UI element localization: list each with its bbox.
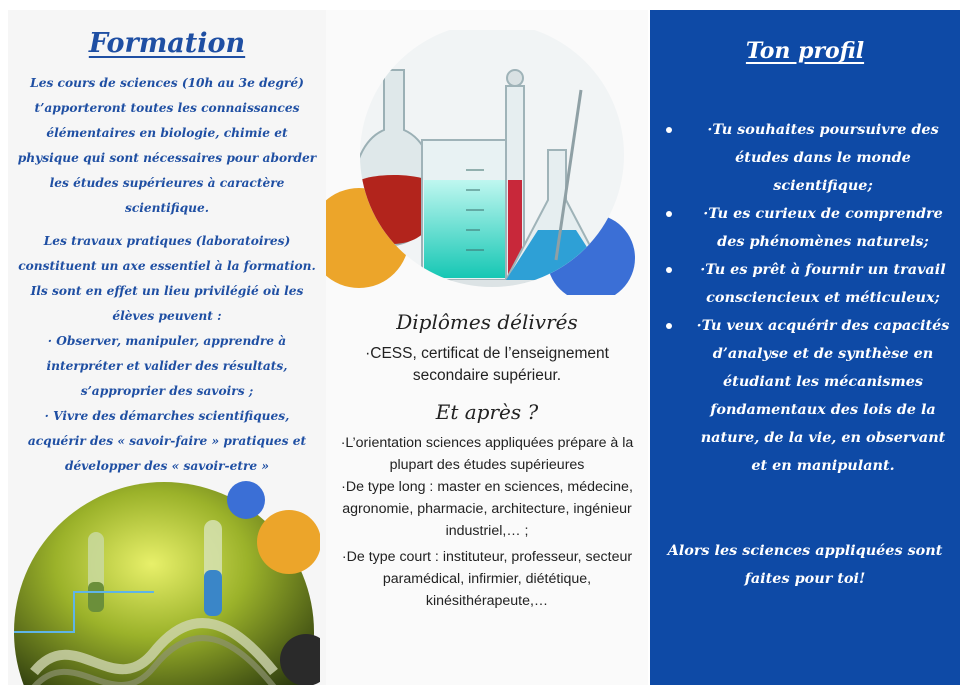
profile-item: [660, 200, 950, 256]
bullet-icon: [666, 267, 672, 273]
diplomas-column: [326, 10, 648, 685]
profile-item-text: ·Tu es prêt à fournir un travail consciencieux et méticuleux;: [700, 261, 946, 306]
formation-column: [8, 10, 326, 685]
profile-column: [650, 10, 960, 685]
after-paragraph-orientation: ·L’orientation sciences appliquées prépare à la plupart des études supérieures: [340, 435, 634, 473]
profile-item-text: ·Tu es curieux de comprendre des phénomènes naturels;: [703, 205, 943, 250]
profile-item: [660, 312, 950, 480]
bullet-icon: [666, 211, 672, 217]
after-title: Et après ?: [435, 400, 539, 424]
formation-title: Formation: [88, 28, 246, 59]
formation-paragraph-courses: Les cours de sciences (10h au 3e degré) t’apporteront toutes les connaissances élémentaires en biologie, chimie et physique qui sont nécessaires pour aborder les études supérieures à caractère scientifique.: [17, 76, 317, 215]
bullet-icon: [666, 127, 672, 133]
profile-item: [660, 116, 950, 200]
after-paragraph-long: ·De type long : master en sciences, médecine, agronomie, pharmacie, architecture, ingénieur industriel,… ;: [341, 479, 633, 539]
diplomas-text-block: [334, 343, 640, 387]
diplomas-text: ·CESS, certificat de l’enseignement secondaire supérieur.: [365, 345, 609, 384]
profile-title: Ton profil: [745, 38, 865, 64]
profile-conclusion: Alors les sciences appliquées sont faites pour toi!: [667, 542, 943, 587]
blue-dot-decoration: [227, 481, 265, 519]
profile-item-text: ·Tu souhaites poursuivre des études dans le monde scientifique;: [707, 121, 939, 194]
profile-list: [660, 116, 950, 480]
after-text-block: [334, 432, 640, 612]
formation-text: [14, 71, 320, 479]
orange-circle-decoration: [257, 510, 320, 574]
lab-test-tubes-image: [14, 472, 320, 685]
after-paragraph-short: ·De type court : instituteur, professeur, secteur paramédical, infirmier, diététique, kinésithérapeute,…: [341, 549, 633, 609]
diplomas-title: Diplômes délivrés: [396, 310, 578, 334]
profile-item-text: ·Tu veux acquérir des capacités d’analyse et de synthèse en étudiant les mécanismes fondamentaux des lois de la nature, de la vie, en observant et en manipulant.: [696, 317, 950, 474]
formation-paragraph-labs: Les travaux pratiques (laboratoires) constituent un axe essentiel à la formation. Ils sont en effet un lieu privilégié où les élèves peuvent :: [18, 234, 316, 323]
lab-glassware-image: [326, 30, 648, 295]
profile-item: [660, 256, 950, 312]
lab-photo-scene: [14, 472, 320, 685]
formation-paragraph-live: · Vivre des démarches scientifiques, acquérir des « savoir-faire » pratiques et développer des « savoir-etre »: [27, 409, 307, 473]
formation-paragraph-observe: · Observer, manipuler, apprendre à interpréter et valider des résultats, s’approprier des savoirs ;: [46, 334, 288, 398]
bullet-icon: [666, 323, 672, 329]
